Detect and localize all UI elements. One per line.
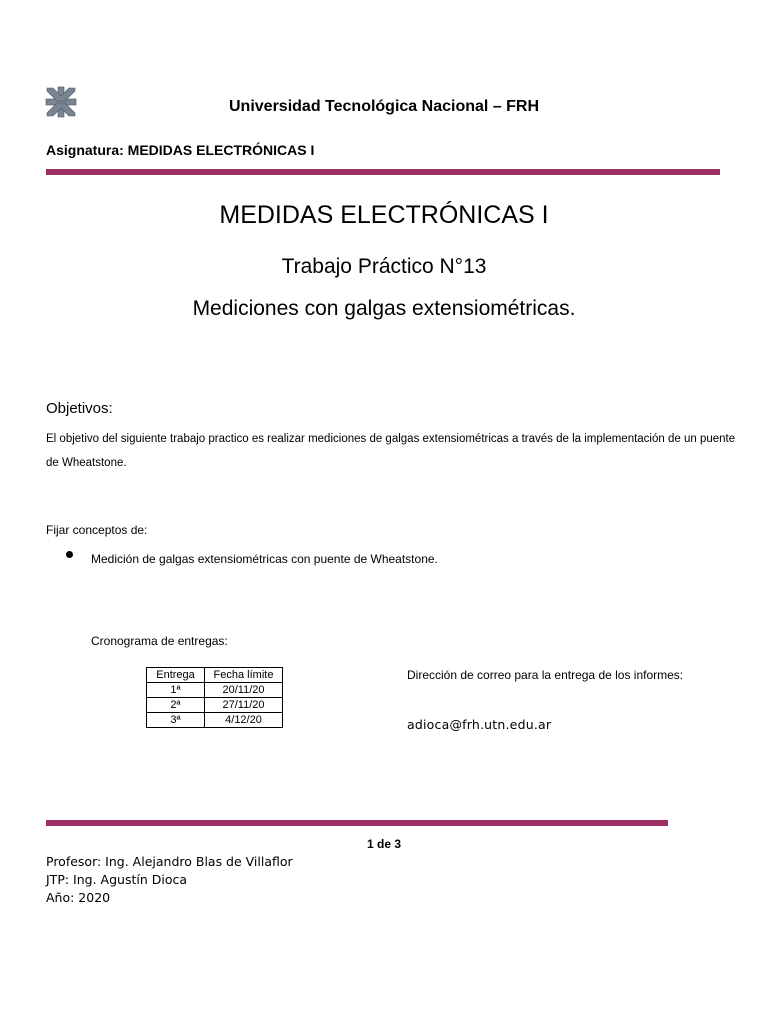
professor-line: Profesor: Ing. Alejandro Blas de Villaflor (46, 854, 293, 869)
practice-number: Trabajo Práctico N°13 (281, 255, 487, 278)
table-cell: 3ª (147, 713, 205, 728)
jtp-line: JTP: Ing. Agustín Dioca (46, 872, 188, 887)
schedule-header-row (147, 668, 283, 683)
university-name: Universidad Tecnológica Nacional – FRH (229, 98, 539, 115)
subject-label: Asignatura: MEDIDAS ELECTRÓNICAS I (46, 142, 315, 158)
header-divider (46, 169, 720, 175)
table-cell: 2ª (147, 698, 205, 713)
email-label: Dirección de correo para la entrega de los informes: (407, 668, 684, 682)
concept-bullet-item: Medición de galgas extensiométricas con puente de Wheatstone. (91, 552, 438, 566)
table-row (147, 713, 283, 728)
table-cell: 20/11/20 (205, 683, 283, 698)
table-row (147, 698, 283, 713)
table-cell: 4/12/20 (205, 713, 283, 728)
practice-topic: Mediciones con galgas extensiométricas. (192, 297, 576, 320)
objectives-text: El objetivo del siguiente trabajo practico es realizar mediciones de galgas extensiométricas a través de la implementación de un puente de Wheatstone. (46, 433, 736, 469)
schedule-label: Cronograma de entregas: (91, 634, 228, 648)
concepts-label: Fijar conceptos de: (46, 523, 148, 537)
bullet-icon (66, 551, 73, 558)
table-cell: 1ª (147, 683, 205, 698)
footer-divider (46, 820, 668, 826)
year-line: Año: 2020 (46, 890, 111, 905)
schedule-header-cell: Fecha límite (205, 668, 283, 683)
table-cell: 27/11/20 (205, 698, 283, 713)
schedule-table (146, 667, 283, 728)
email-address: adioca@frh.utn.edu.ar (407, 717, 552, 732)
table-row (147, 683, 283, 698)
document-title: MEDIDAS ELECTRÓNICAS I (219, 201, 549, 229)
objectives-heading: Objetivos: (46, 400, 113, 417)
page-number: 1 de 3 (366, 837, 402, 851)
schedule-header-cell: Entrega (147, 668, 205, 683)
